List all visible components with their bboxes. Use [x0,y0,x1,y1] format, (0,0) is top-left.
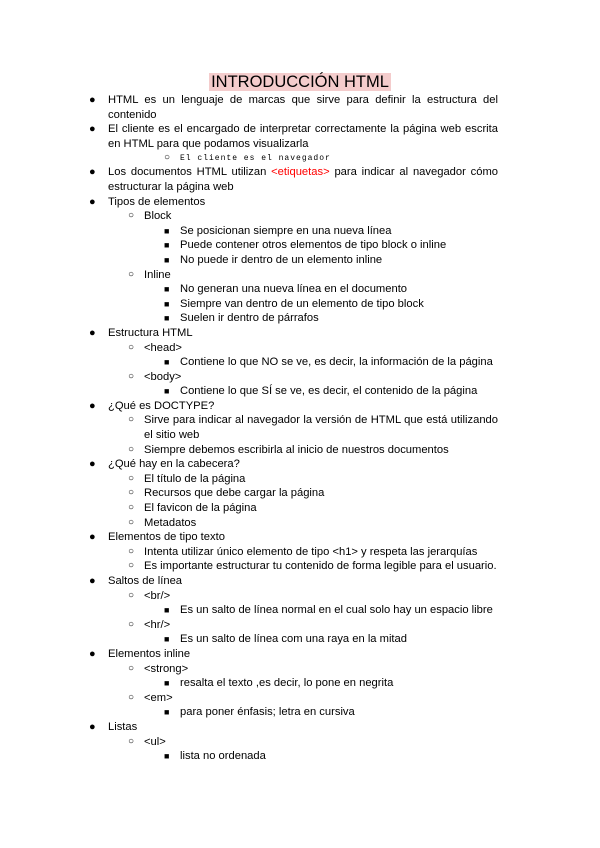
item-text: Intenta utilizar único elemento de tipo <h1> y respeta las jerarquías [144,545,478,558]
bullet-icon: ■ [164,313,170,324]
list-item [164,151,498,165]
bullet-icon: ○ [128,735,135,747]
list-item [128,501,498,516]
bullet-icon: ■ [164,284,170,295]
bullet-icon: ● [89,575,96,587]
list-item [164,384,498,399]
item-text: Es un salto de línea normal en el cual solo hay un espacio libre [180,604,493,617]
bullet-icon: ■ [164,605,170,616]
bullet-icon: ● [89,720,96,733]
list-item [89,574,498,589]
item-text: Los documentos HTML utilizan [108,166,272,179]
list-item [128,691,498,706]
list-item [164,749,498,764]
list-item [164,282,498,297]
bullet-icon: ● [89,123,96,136]
bullet-icon: ○ [128,210,135,222]
bullet-icon: ■ [164,298,170,309]
list-item [128,209,498,224]
bullet-icon: ○ [128,589,135,601]
list-item [128,735,498,750]
item-text: <body> [144,370,182,383]
bullet-icon: ● [89,647,96,660]
item-text: El título de la página [144,472,246,485]
item-text: Sirve para indicar al navegador la versión de HTML que está utilizando el sitio web [144,414,498,442]
list-item [164,311,498,326]
page-title [0,70,600,94]
item-text: Estructura HTML [108,326,193,339]
list-item [128,618,498,633]
item-text: <head> [144,341,182,354]
list-item [128,662,498,677]
bullet-icon: ○ [128,443,135,455]
bullet-icon: ○ [128,268,135,280]
item-text: <ul> [144,735,166,748]
item-text: Block [144,210,172,223]
item-text: <br/> [144,589,171,602]
list-item [89,457,498,472]
item-text: El favicon de la página [144,502,257,515]
bullet-icon: ■ [164,707,170,718]
item-text: Saltos de línea [108,575,183,587]
list-item [128,472,498,487]
list-item [164,238,498,253]
list-item [89,326,498,341]
bullet-icon: ■ [164,254,170,265]
bullet-icon: ● [89,195,96,208]
item-text: ¿Qué es DOCTYPE? [108,399,215,412]
bullet-icon: ○ [128,487,135,499]
item-text: Es un salto de línea com una raya en la mitad [180,633,407,646]
bullet-icon: ○ [128,414,135,426]
bullet-icon: ● [89,458,96,471]
item-text: resalta el texto ,es decir, lo pone en negrita [180,677,394,690]
list-item [89,122,498,151]
list-item [89,647,498,662]
item-text: Recursos que debe cargar la página [144,487,325,500]
bullet-icon: ○ [128,545,135,557]
item-text: <em> [144,691,173,704]
bullet-icon: ■ [164,678,170,689]
bullet-icon: ■ [164,386,170,397]
list-item [164,632,498,647]
bullet-icon: ○ [128,341,135,353]
bullet-icon: ● [89,94,96,106]
list-item [164,297,498,312]
item-text: Siempre debemos escribirla al inicio de nuestros documentos [144,443,449,456]
document-body [0,93,600,764]
etiquetas-highlight: <etiquetas> [271,166,330,179]
page-title-text: INTRODUCCIÓN HTML [211,73,389,91]
item-text: Se posicionan siempre en una nueva línea [180,224,392,237]
bullet-icon: ○ [128,502,135,514]
bullet-icon: ■ [164,225,170,236]
item-text: Siempre van dentro de un elemento de tipo block [180,297,424,310]
item-text: HTML es un lenguaje de marcas que sirve para definir la estructura del contenido [108,94,498,121]
list-item [89,720,498,735]
bullet-icon: ○ [128,618,135,630]
item-text: Metadatos [144,516,197,529]
item-text: para indicar al navegador cómo estructurar la página web [108,166,499,193]
item-text: para poner énfasis; letra en cursiva [180,706,355,719]
item-text: Es importante estructurar tu contenido de forma legible para el usuario. [144,560,497,573]
list-item [164,603,498,618]
bullet-icon: ● [89,166,96,179]
item-text: No puede ir dentro de un elemento inline [180,253,383,266]
list-item [89,93,498,122]
bullet-icon: ○ [128,662,135,674]
bullet-icon: ○ [128,560,135,572]
item-text: ¿Qué hay en la cabecera? [108,458,240,471]
bullet-icon: ○ [128,691,135,703]
item-text: El cliente es el encargado de interpretar correctamente la página web escrita en HTML para que podamos visualizarla [108,123,498,150]
item-text: No generan una nueva línea en el documento [180,283,408,296]
bullet-icon: ○ [128,516,135,528]
list-item [128,413,498,442]
list-item [164,224,498,239]
list-item [164,676,498,691]
bullet-icon: ○ [128,472,135,484]
item-text: Puede contener otros elementos de tipo block o inline [180,239,447,252]
list-item [89,399,498,414]
item-text: Elementos inline [108,647,191,660]
bullet-icon: ■ [164,751,170,762]
item-text: Elementos de tipo texto [108,531,225,544]
list-item [128,589,498,604]
item-text: <hr/> [144,618,171,631]
item-text: Contiene lo que SÍ se ve, es decir, el contenido de la página [180,385,478,398]
item-text: <strong> [144,662,189,675]
bullet-icon: ● [89,399,96,412]
bullet-icon: ■ [164,357,170,368]
item-text-mono: El cliente es el navegador [180,154,331,164]
list-item [128,443,498,458]
item-text: Listas [108,720,138,733]
list-item [128,545,498,560]
list-item [164,253,498,268]
list-item [128,268,498,283]
item-text: lista no ordenada [180,750,266,763]
list-item [128,559,498,574]
item-text: Suelen ir dentro de párrafos [180,312,319,325]
item-text: Tipos de elementos [108,195,206,208]
list-item [89,165,499,194]
item-text: Contiene lo que NO se ve, es decir, la información de la página [180,356,493,369]
list-item [89,195,498,210]
bullet-icon: ● [89,531,96,544]
list-item [128,341,498,356]
bullet-icon: ○ [128,370,135,382]
list-item [164,355,498,370]
list-item [164,705,498,720]
bullet-icon: ● [89,326,96,339]
list-item [89,530,498,545]
list-item [128,516,498,531]
item-text: Inline [144,268,171,281]
list-item [128,486,498,501]
bullet-icon: ■ [164,634,170,645]
bullet-icon: ○ [164,152,171,164]
bullet-icon: ■ [164,240,170,251]
list-item [128,370,498,385]
